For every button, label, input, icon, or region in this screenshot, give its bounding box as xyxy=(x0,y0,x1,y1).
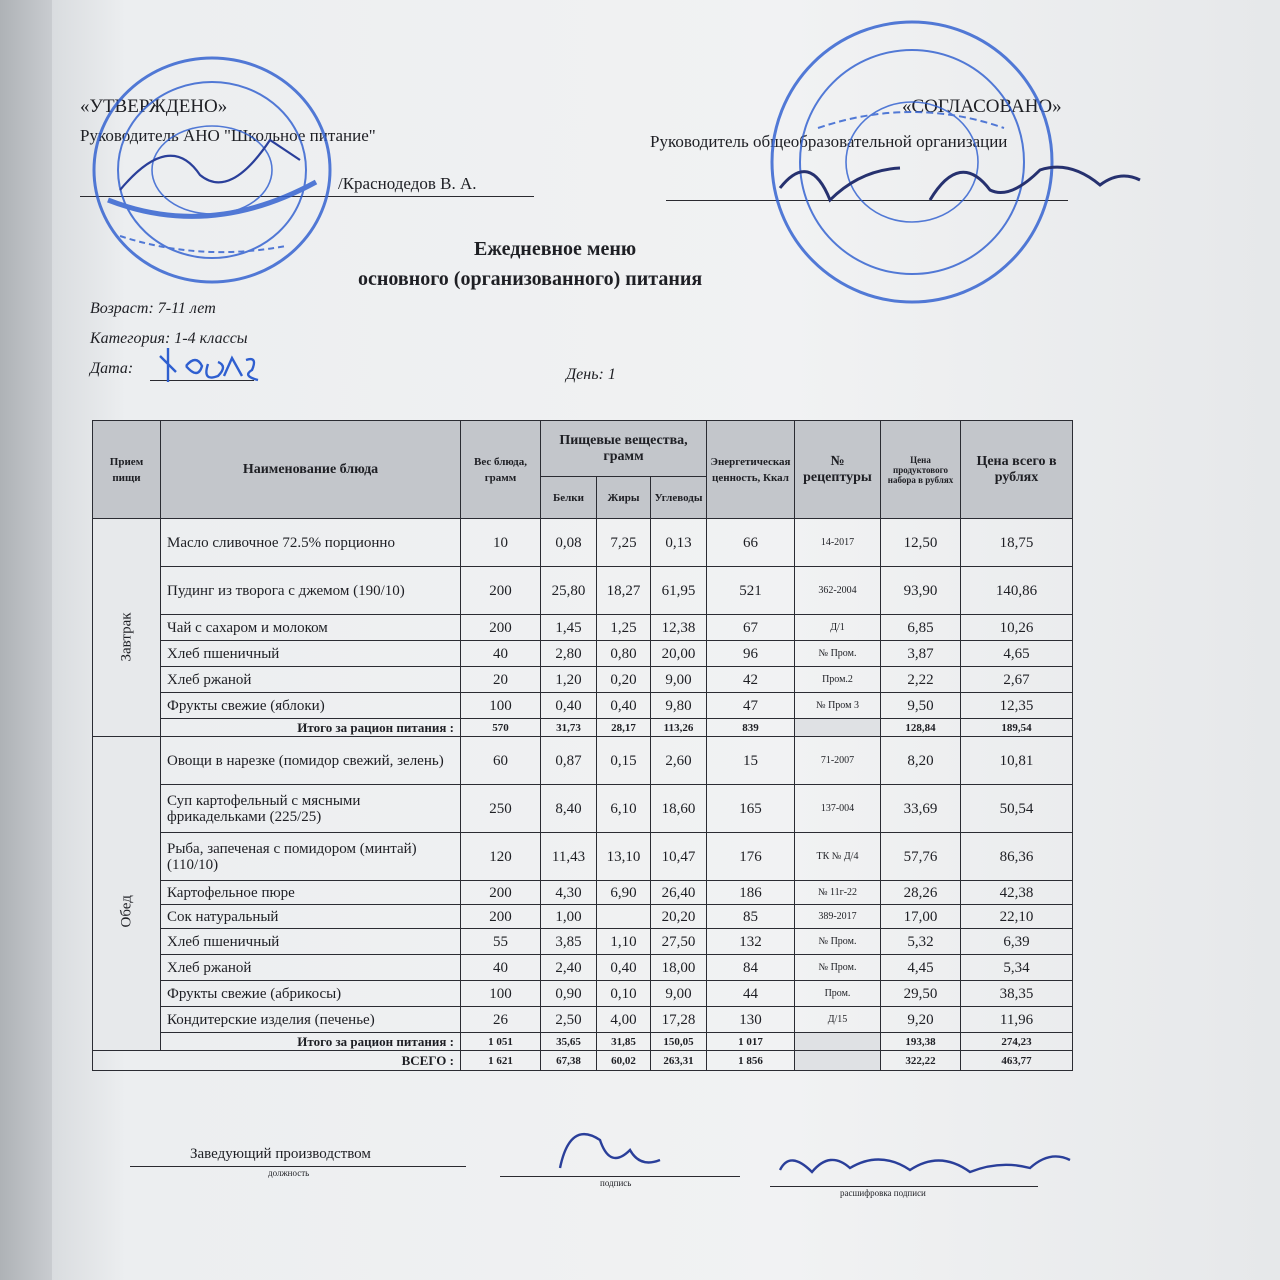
cell-recipe: № Пром. xyxy=(795,955,881,981)
cell-recipe: ТК № Д/4 xyxy=(795,833,881,881)
cell-unit-price: 12,50 xyxy=(881,519,961,567)
age-label: Возраст: 7-11 лет xyxy=(90,300,216,317)
cell-protein: 0,08 xyxy=(541,519,597,567)
cell-carbs: 12,38 xyxy=(651,615,707,641)
cell-fat: 4,00 xyxy=(597,1007,651,1033)
header-unit-price: Цена продуктового набора в рублях xyxy=(881,421,961,519)
lunch-total-recipe xyxy=(795,1033,881,1051)
cell-price: 2,67 xyxy=(961,667,1073,693)
grand-total-kcal: 1 856 xyxy=(707,1051,795,1071)
cell-kcal: 130 xyxy=(707,1007,795,1033)
cell-weight: 250 xyxy=(461,785,541,833)
cell-price: 140,86 xyxy=(961,567,1073,615)
breakfast-total-protein: 31,73 xyxy=(541,719,597,737)
cell-unit-price: 33,69 xyxy=(881,785,961,833)
cell-price: 86,36 xyxy=(961,833,1073,881)
cell-protein: 1,20 xyxy=(541,667,597,693)
agreed-heading: «СОГЛАСОВАНО» xyxy=(902,96,1062,117)
breakfast-meal-label: Завтрак xyxy=(118,611,135,661)
cell-weight: 10 xyxy=(461,519,541,567)
cell-recipe: № Пром. xyxy=(795,929,881,955)
dish-name: Кондитерские изделия (печенье) xyxy=(161,1007,461,1033)
dish-name: Суп картофельный с мясными фрикадельками (225/25) xyxy=(161,785,461,833)
cell-unit-price: 2,22 xyxy=(881,667,961,693)
breakfast-total-fat: 28,17 xyxy=(597,719,651,737)
dish-name: Чай с сахаром и молоком xyxy=(161,615,461,641)
cell-carbs: 26,40 xyxy=(651,881,707,905)
cell-carbs: 18,60 xyxy=(651,785,707,833)
table-row xyxy=(93,615,1073,641)
agreed-role: Руководитель общеобразовательной организации xyxy=(650,132,1008,151)
cell-unit-price: 57,76 xyxy=(881,833,961,881)
menu-table xyxy=(92,420,1073,1071)
cell-kcal: 186 xyxy=(707,881,795,905)
approved-signature-line xyxy=(80,196,338,197)
breakfast-total-row xyxy=(93,719,1073,737)
lunch-total-fat: 31,85 xyxy=(597,1033,651,1051)
header-weight: Вес блюда, грамм xyxy=(461,421,541,519)
grand-total-fat: 60,02 xyxy=(597,1051,651,1071)
cell-kcal: 15 xyxy=(707,737,795,785)
table-row xyxy=(93,881,1073,905)
lunch-meal-label: Обед xyxy=(118,894,135,927)
cell-protein: 11,43 xyxy=(541,833,597,881)
breakfast-total-weight: 570 xyxy=(461,719,541,737)
table-row xyxy=(93,785,1073,833)
cell-carbs: 9,80 xyxy=(651,693,707,719)
cell-protein: 1,00 xyxy=(541,905,597,929)
dish-name: Фрукты свежие (абрикосы) xyxy=(161,981,461,1007)
cell-price: 10,81 xyxy=(961,737,1073,785)
cell-fat xyxy=(597,905,651,929)
lunch-total-label: Итого за рацион питания : xyxy=(161,1033,461,1051)
breakfast-total-label: Итого за рацион питания : xyxy=(161,719,461,737)
cell-price: 50,54 xyxy=(961,785,1073,833)
cell-recipe: № 11г-22 xyxy=(795,881,881,905)
cell-weight: 200 xyxy=(461,615,541,641)
date-label: Дата: xyxy=(90,360,134,377)
cell-price: 10,26 xyxy=(961,615,1073,641)
cell-price: 22,10 xyxy=(961,905,1073,929)
footer-position-caption: должность xyxy=(268,1168,310,1178)
footer-position: Заведующий производством xyxy=(190,1146,371,1162)
cell-carbs: 0,13 xyxy=(651,519,707,567)
grand-total-label: ВСЕГО : xyxy=(93,1051,461,1071)
dish-name: Хлеб пшеничный xyxy=(161,929,461,955)
header-protein: Белки xyxy=(541,477,597,519)
cell-unit-price: 3,87 xyxy=(881,641,961,667)
cell-carbs: 61,95 xyxy=(651,567,707,615)
cell-recipe: 14-2017 xyxy=(795,519,881,567)
cell-kcal: 96 xyxy=(707,641,795,667)
cell-kcal: 66 xyxy=(707,519,795,567)
header-dish: Наименование блюда xyxy=(161,421,461,519)
cell-fat: 6,90 xyxy=(597,881,651,905)
cell-carbs: 9,00 xyxy=(651,667,707,693)
cell-price: 42,38 xyxy=(961,881,1073,905)
cell-protein: 25,80 xyxy=(541,567,597,615)
grand-total-unit-price: 322,22 xyxy=(881,1051,961,1071)
cell-carbs: 17,28 xyxy=(651,1007,707,1033)
cell-weight: 200 xyxy=(461,567,541,615)
lunch-total-row xyxy=(93,1033,1073,1051)
cell-protein: 0,87 xyxy=(541,737,597,785)
footer-signature-line xyxy=(500,1176,740,1177)
screen-edge xyxy=(0,0,52,1280)
grand-total-recipe xyxy=(795,1051,881,1071)
cell-protein: 8,40 xyxy=(541,785,597,833)
grand-total-row xyxy=(93,1051,1073,1071)
footer-position-line xyxy=(130,1166,466,1167)
cell-protein: 1,45 xyxy=(541,615,597,641)
cell-weight: 200 xyxy=(461,905,541,929)
cell-protein: 4,30 xyxy=(541,881,597,905)
cell-kcal: 165 xyxy=(707,785,795,833)
cell-carbs: 18,00 xyxy=(651,955,707,981)
cell-protein: 2,80 xyxy=(541,641,597,667)
approved-signer: /Краснодедов В. А. xyxy=(338,174,477,193)
lunch-total-protein: 35,65 xyxy=(541,1033,597,1051)
cell-fat: 7,25 xyxy=(597,519,651,567)
approved-heading: «УТВЕРЖДЕНО» xyxy=(80,96,228,117)
cell-recipe: 71-2007 xyxy=(795,737,881,785)
cell-fat: 1,25 xyxy=(597,615,651,641)
cell-carbs: 20,20 xyxy=(651,905,707,929)
cell-kcal: 132 xyxy=(707,929,795,955)
dish-name: Картофельное пюре xyxy=(161,881,461,905)
cell-unit-price: 93,90 xyxy=(881,567,961,615)
table-row xyxy=(93,833,1073,881)
footer-decoding-caption: расшифровка подписи xyxy=(840,1188,926,1198)
cell-kcal: 521 xyxy=(707,567,795,615)
cell-carbs: 20,00 xyxy=(651,641,707,667)
grand-total-price: 463,77 xyxy=(961,1051,1073,1071)
cell-recipe: Д/15 xyxy=(795,1007,881,1033)
breakfast-total-recipe xyxy=(795,719,881,737)
table-row xyxy=(93,905,1073,929)
cell-unit-price: 29,50 xyxy=(881,981,961,1007)
cell-weight: 200 xyxy=(461,881,541,905)
cell-protein: 2,50 xyxy=(541,1007,597,1033)
lunch-total-weight: 1 051 xyxy=(461,1033,541,1051)
cell-unit-price: 17,00 xyxy=(881,905,961,929)
lunch-total-unit-price: 193,38 xyxy=(881,1033,961,1051)
breakfast-total-price: 189,54 xyxy=(961,719,1073,737)
header-total-price: Цена всего в рублях xyxy=(961,421,1073,519)
cell-recipe: 137-004 xyxy=(795,785,881,833)
cell-unit-price: 6,85 xyxy=(881,615,961,641)
cell-recipe: Пром.2 xyxy=(795,667,881,693)
document-title: Ежедневное меню xyxy=(474,238,637,260)
cell-recipe: № Пром. xyxy=(795,641,881,667)
cell-recipe: Пром. xyxy=(795,981,881,1007)
cell-unit-price: 9,50 xyxy=(881,693,961,719)
footer-signature-caption: подпись xyxy=(600,1178,632,1188)
table-row xyxy=(93,981,1073,1007)
cell-price: 12,35 xyxy=(961,693,1073,719)
grand-total-protein: 67,38 xyxy=(541,1051,597,1071)
cell-price: 11,96 xyxy=(961,1007,1073,1033)
cell-carbs: 27,50 xyxy=(651,929,707,955)
cell-weight: 100 xyxy=(461,981,541,1007)
cell-unit-price: 9,20 xyxy=(881,1007,961,1033)
table-row xyxy=(93,567,1073,615)
header-fat: Жиры xyxy=(597,477,651,519)
dish-name: Овощи в нарезке (помидор свежий, зелень) xyxy=(161,737,461,785)
document-subtitle: основного (организованного) питания xyxy=(358,268,703,290)
cell-fat: 0,10 xyxy=(597,981,651,1007)
table-row xyxy=(93,1007,1073,1033)
date-underline xyxy=(150,380,254,381)
dish-name: Хлеб ржаной xyxy=(161,955,461,981)
cell-fat: 0,40 xyxy=(597,693,651,719)
cell-weight: 55 xyxy=(461,929,541,955)
lunch-total-carbs: 150,05 xyxy=(651,1033,707,1051)
agreed-signature-line xyxy=(666,200,1068,201)
cell-price: 4,65 xyxy=(961,641,1073,667)
breakfast-total-kcal: 839 xyxy=(707,719,795,737)
table-row xyxy=(93,693,1073,719)
header-meal: Прием пищи xyxy=(93,421,161,519)
cell-fat: 6,10 xyxy=(597,785,651,833)
approved-role: Руководитель АНО "Школьное питание" xyxy=(80,126,376,145)
dish-name: Пудинг из творога с джемом (190/10) xyxy=(161,567,461,615)
cell-unit-price: 28,26 xyxy=(881,881,961,905)
cell-unit-price: 8,20 xyxy=(881,737,961,785)
cell-fat: 0,15 xyxy=(597,737,651,785)
breakfast-total-unit-price: 128,84 xyxy=(881,719,961,737)
dish-name: Масло сливочное 72.5% порционно xyxy=(161,519,461,567)
cell-kcal: 176 xyxy=(707,833,795,881)
cell-fat: 0,20 xyxy=(597,667,651,693)
menu-table-body xyxy=(93,519,1073,1071)
grand-total-carbs: 263,31 xyxy=(651,1051,707,1071)
table-row xyxy=(93,641,1073,667)
cell-unit-price: 5,32 xyxy=(881,929,961,955)
cell-fat: 1,10 xyxy=(597,929,651,955)
cell-protein: 3,85 xyxy=(541,929,597,955)
day-label: День: 1 xyxy=(566,366,616,383)
cell-price: 6,39 xyxy=(961,929,1073,955)
cell-weight: 20 xyxy=(461,667,541,693)
cell-recipe: 389-2017 xyxy=(795,905,881,929)
cell-carbs: 9,00 xyxy=(651,981,707,1007)
approved-signer-underline xyxy=(338,196,534,197)
dish-name: Сок натуральный xyxy=(161,905,461,929)
cell-price: 18,75 xyxy=(961,519,1073,567)
breakfast-total-carbs: 113,26 xyxy=(651,719,707,737)
dish-name: Фрукты свежие (яблоки) xyxy=(161,693,461,719)
cell-fat: 18,27 xyxy=(597,567,651,615)
cell-weight: 26 xyxy=(461,1007,541,1033)
cell-protein: 0,90 xyxy=(541,981,597,1007)
category-label: Категория: 1-4 классы xyxy=(90,330,248,347)
cell-recipe: № Пром 3 xyxy=(795,693,881,719)
header-recipe: № рецептуры xyxy=(795,421,881,519)
dish-name: Хлеб пшеничный xyxy=(161,641,461,667)
cell-kcal: 67 xyxy=(707,615,795,641)
table-row xyxy=(93,519,1073,567)
lunch-meal-cell xyxy=(93,737,161,1051)
cell-kcal: 47 xyxy=(707,693,795,719)
header-energy: Энергетическая ценность, Ккал xyxy=(707,421,795,519)
cell-weight: 40 xyxy=(461,955,541,981)
breakfast-meal-cell xyxy=(93,519,161,737)
cell-carbs: 10,47 xyxy=(651,833,707,881)
grand-total-weight: 1 621 xyxy=(461,1051,541,1071)
header-carbs: Углеводы xyxy=(651,477,707,519)
cell-kcal: 85 xyxy=(707,905,795,929)
cell-price: 5,34 xyxy=(961,955,1073,981)
footer-decoding-line xyxy=(770,1186,1038,1187)
cell-kcal: 44 xyxy=(707,981,795,1007)
cell-carbs: 2,60 xyxy=(651,737,707,785)
cell-weight: 40 xyxy=(461,641,541,667)
cell-unit-price: 4,45 xyxy=(881,955,961,981)
table-row xyxy=(93,929,1073,955)
cell-weight: 120 xyxy=(461,833,541,881)
header-nutrients: Пищевые вещества, грамм xyxy=(541,421,707,477)
cell-protein: 0,40 xyxy=(541,693,597,719)
cell-fat: 13,10 xyxy=(597,833,651,881)
cell-kcal: 42 xyxy=(707,667,795,693)
lunch-total-kcal: 1 017 xyxy=(707,1033,795,1051)
cell-price: 38,35 xyxy=(961,981,1073,1007)
cell-fat: 0,80 xyxy=(597,641,651,667)
dish-name: Рыба, запеченая с помидором (минтай) (110/10) xyxy=(161,833,461,881)
table-row xyxy=(93,737,1073,785)
cell-fat: 0,40 xyxy=(597,955,651,981)
cell-weight: 100 xyxy=(461,693,541,719)
cell-protein: 2,40 xyxy=(541,955,597,981)
cell-recipe: Д/1 xyxy=(795,615,881,641)
lunch-total-price: 274,23 xyxy=(961,1033,1073,1051)
cell-recipe: 362-2004 xyxy=(795,567,881,615)
cell-weight: 60 xyxy=(461,737,541,785)
cell-kcal: 84 xyxy=(707,955,795,981)
table-row xyxy=(93,667,1073,693)
table-row xyxy=(93,955,1073,981)
dish-name: Хлеб ржаной xyxy=(161,667,461,693)
